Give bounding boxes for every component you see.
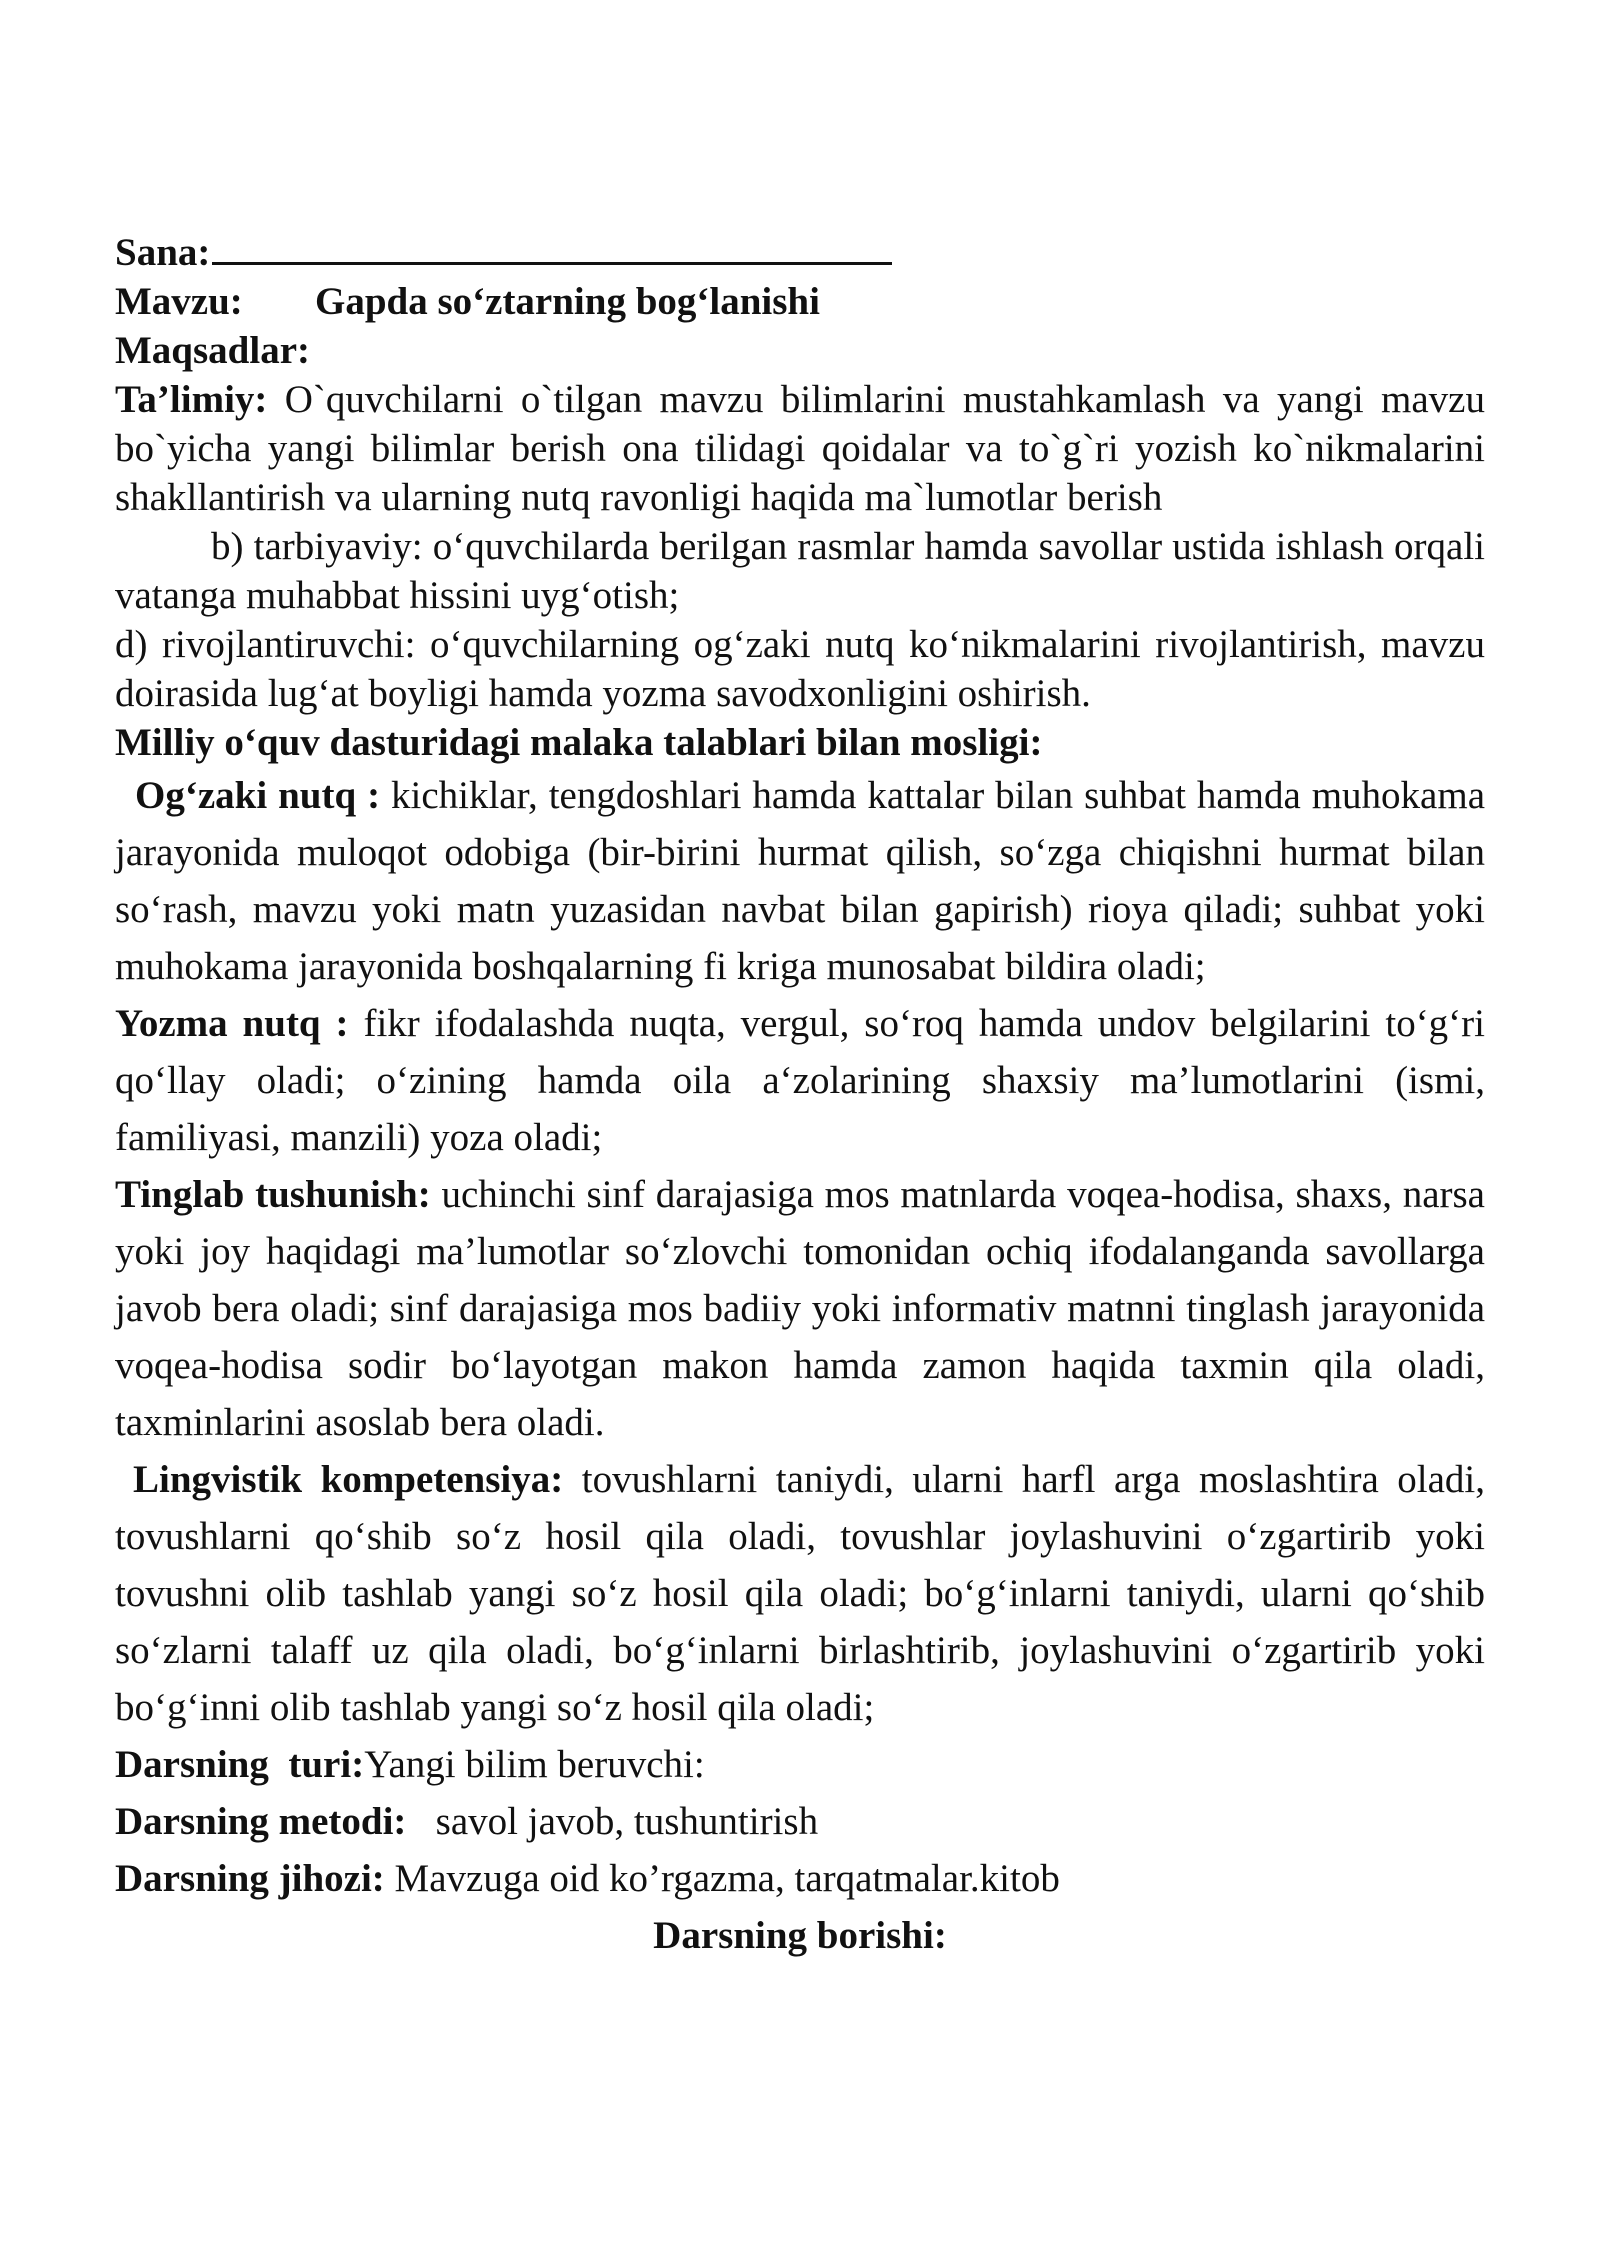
date-line [115, 228, 1485, 277]
standards-heading-text: Milliy o‘quv dasturidagi malaka talablari bilan mosligi: [115, 721, 1043, 764]
rivojlantiruvchi-paragraph [115, 620, 1485, 718]
document-page [115, 228, 1485, 1964]
borishi-heading: Darsning borishi: [653, 1914, 947, 1957]
rivojlantiruvchi-text: d) rivojlantiruvchi: o‘quvchilarning og‘zaki nutq ko‘nikmalarini rivojlantirish, mavzu doirasida lug‘at boyligi hamda yozma savodxonligini oshirish. [115, 623, 1485, 715]
tinglab-label: Tinglab tushunish: [115, 1173, 431, 1216]
lingvistik-paragraph [115, 1451, 1485, 1736]
topic-line [115, 277, 1485, 326]
lesson-method-line [115, 1793, 1485, 1850]
jihozi-value: Mavzuga oid ko’rgazma, tarqatmalar.kitob [384, 1857, 1060, 1900]
ogzaki-paragraph [115, 767, 1485, 995]
goals-heading [115, 326, 1485, 375]
tarbiyaviy-text: b) tarbiyaviy: o‘quvchilarda berilgan rasmlar hamda savollar ustida ishlash orqali vatanga muhabbat hissini uyg‘otish; [115, 525, 1485, 617]
talimiy-label: Ta’limiy: [115, 378, 268, 421]
date-blank-underline [212, 232, 892, 265]
turi-label: Darsning turi: [115, 1743, 365, 1786]
metodi-value: savol javob, tushuntirish [406, 1800, 819, 1843]
yozma-label: Yozma nutq : [115, 1002, 349, 1045]
sana-label: Sana: [115, 231, 211, 274]
lingvistik-label: Lingvistik kompetensiya: [133, 1458, 564, 1501]
lesson-progress-heading [115, 1907, 1485, 1964]
tinglab-text: uchinchi sinf darajasiga mos matnlarda voqea-hodisa, shaxs, narsa yoki joy haqidagi ma’lumotlar so‘zlovchi tomonidan ochiq ifodalanganda savollarga javob bera oladi; sinf darajasiga mos badiiy yoki informativ matnni tinglash jarayonida voqea-hodisa sodir bo‘layotgan makon hamda zamon haqida taxmin qila oladi, taxminlarini asoslab bera oladi. [115, 1173, 1485, 1444]
mavzu-label: Mavzu: [115, 280, 243, 323]
ogzaki-text: kichiklar, tengdoshlari hamda kattalar bilan suhbat hamda muhokama jarayonida muloqot odobiga (bir-birini hurmat qilish, so‘zga chiqishni hurmat bilan so‘rash, mavzu yoki matn yuzasidan navbat bilan gapirish) rioya qiladi; suhbat yoki muhokama jarayonida boshqalarning fi kriga munosabat bildira oladi; [115, 774, 1485, 988]
mavzu-value: Gapda so‘ztarning bog‘lanishi [315, 280, 820, 323]
talimiy-text: O`quvchilarni o`tilgan mavzu bilimlarini mustahkamlash va yangi mavzu bo`yicha yangi bilimlar berish ona tilidagi qoidalar va to`g`ri yozish ko`nikmalarini shakllantirish va ularning nutq ravonligi haqida ma`lumotlar berish [115, 378, 1485, 519]
tinglab-paragraph [115, 1166, 1485, 1451]
yozma-paragraph [115, 995, 1485, 1166]
metodi-label: Darsning metodi: [115, 1800, 407, 1843]
ogzaki-label: Og‘zaki nutq : [135, 774, 381, 817]
lingvistik-text: tovushlarni taniydi, ularni harfl arga moslashtira oladi, tovushlarni qo‘shib so‘z hosil qila oladi, tovushlar joylashuvini o‘zgartirib yoki tovushni olib tashlab yangi so‘z hosil qila oladi; bo‘g‘inlarni taniydi, ularni qo‘shib so‘zlarni talaff uz qila oladi, bo‘g‘inlarni birlashtirib, joylashuvini o‘zgartirib yoki bo‘g‘inni olib tashlab yangi so‘z hosil qila oladi; [115, 1458, 1486, 1729]
yozma-text: fikr ifodalashda nuqta, vergul, so‘roq hamda undov belgilarini to‘g‘ri qo‘llay oladi; o‘zining hamda oila a‘zolarining shaxsiy ma’lumotlarini (ismi, familiyasi, manzili) yoza oladi; [115, 1002, 1485, 1159]
jihozi-label: Darsning jihozi: [115, 1857, 385, 1900]
lesson-equipment-line [115, 1850, 1485, 1907]
standards-heading [115, 718, 1485, 767]
tarbiyaviy-paragraph [115, 522, 1485, 620]
talimiy-paragraph [115, 375, 1485, 522]
maqsadlar-label: Maqsadlar: [115, 329, 310, 372]
turi-value: Yangi bilim beruvchi: [364, 1743, 705, 1786]
lesson-type-line [115, 1736, 1485, 1793]
